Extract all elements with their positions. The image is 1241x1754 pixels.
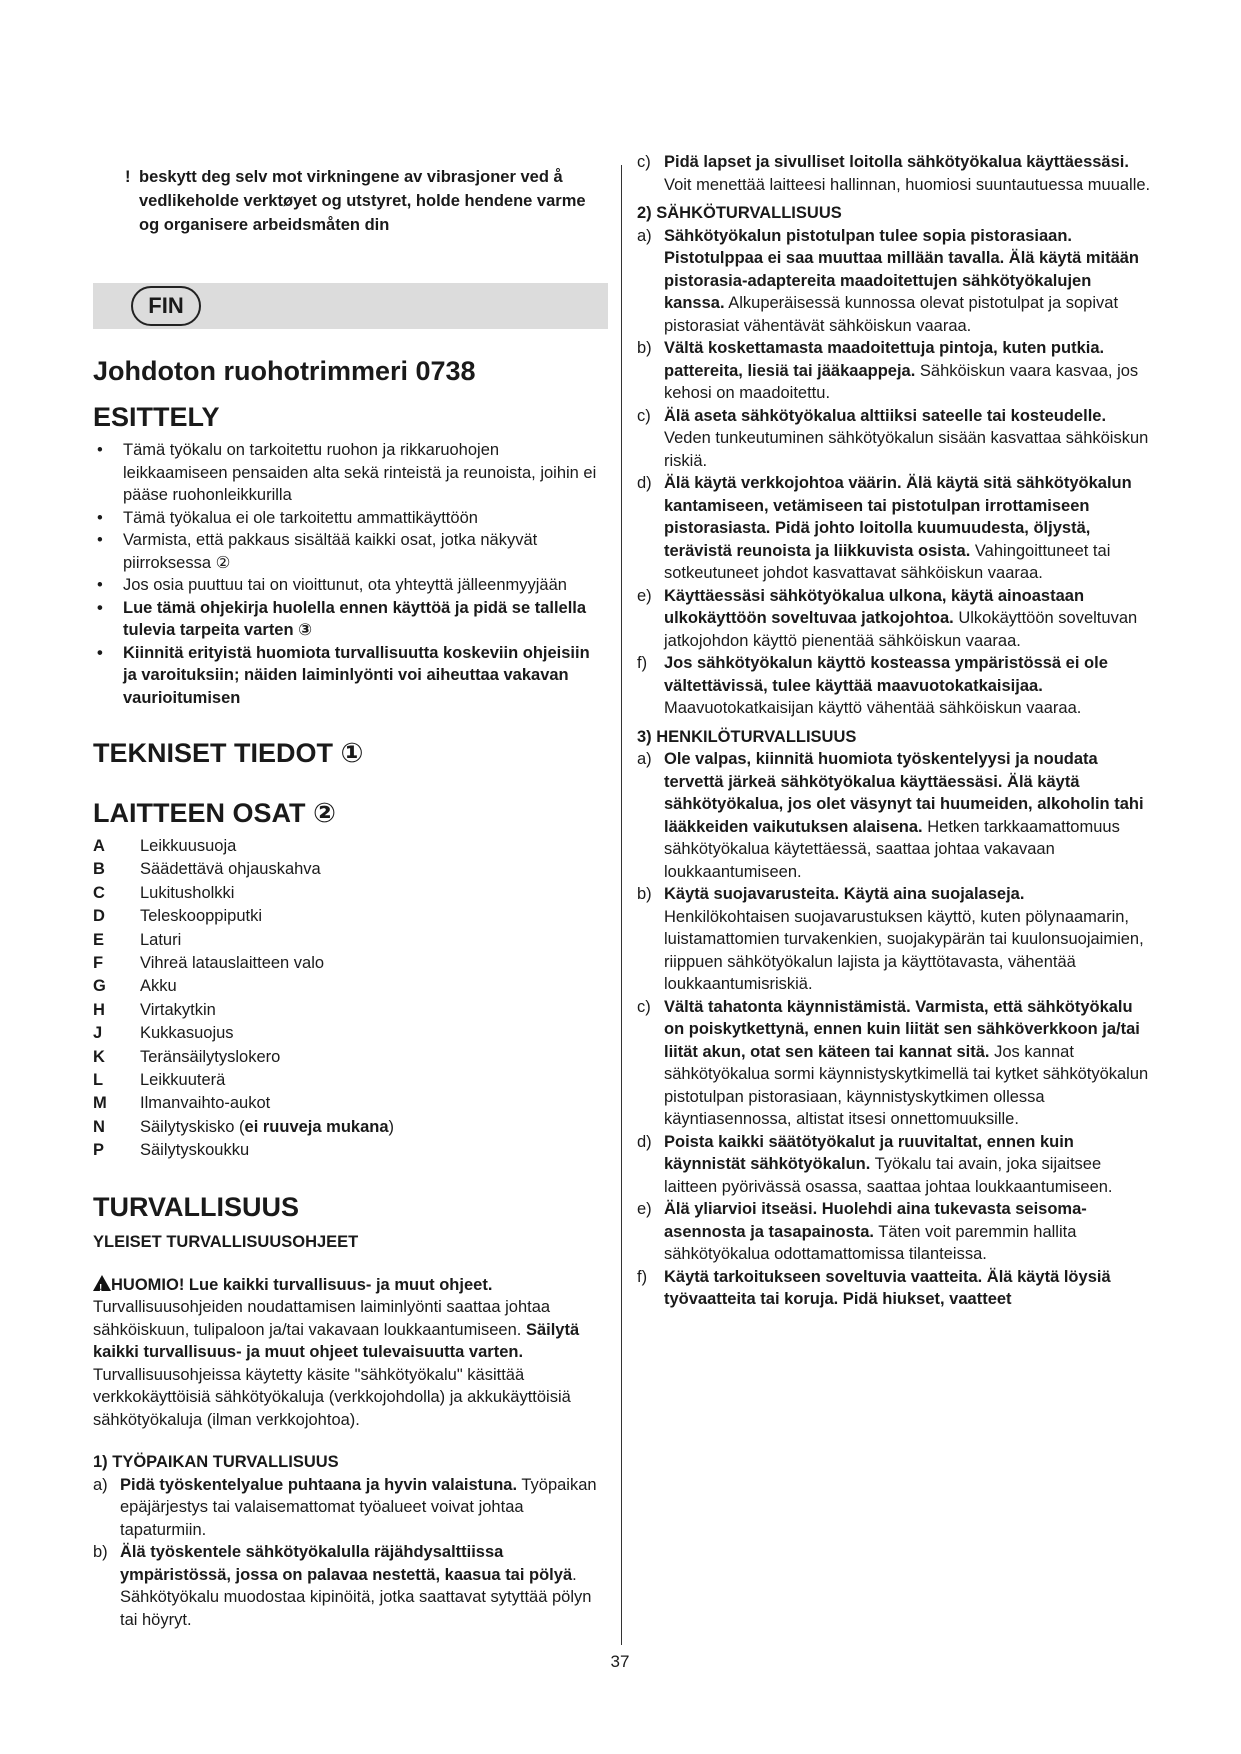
part-key: H <box>93 1000 105 1019</box>
part-key: J <box>93 1024 103 1043</box>
intro-heading: ESITTELY <box>93 402 220 432</box>
table-row <box>93 1069 394 1092</box>
part-key: P <box>93 1141 105 1160</box>
intro-list <box>93 439 608 709</box>
part-key: C <box>93 883 105 902</box>
section-2-heading: 2) SÄHKÖTURVALLISUUS <box>637 204 842 222</box>
table-row <box>93 929 394 952</box>
item-label: b) <box>93 1543 108 1562</box>
part-key: G <box>93 977 106 996</box>
part-label <box>140 1116 394 1139</box>
part-key: E <box>93 930 105 949</box>
part-label: Kukkasuojus <box>140 1024 234 1043</box>
item-label: a) <box>637 750 652 768</box>
item-label: d) <box>637 1132 652 1151</box>
warning-paragraph <box>93 1274 608 1432</box>
item-text: Veden tunkeutuminen sähkötyökalun sisään kasvattaa sähköiskun riskiä. <box>664 429 1149 470</box>
item-bold: Pidä lapset ja sivulliset loitolla sähkötyökalua käyttäessäsi. <box>664 153 1129 171</box>
column-divider <box>621 165 622 1645</box>
item-bold: Jos sähkötyökalun käyttö kosteassa ympäristössä ei ole vältettävissä, tulee käyttää maavuotokatkaisijaa. <box>664 654 1108 695</box>
item-bold: Sähkötyökalun pistotulpan tulee sopia pistorasiaan. Pistotulppaa ei saa muuttaa millään tavalla. Älä käytä mitään pistorasia-adaptereita maadoitettujen sähkötyökalujen kanssa. <box>664 226 1140 312</box>
item-bold: Vältä koskettamasta maadoitettuja pintoja, kuten putkia. pattereita, liesiä tai jääkaappeja. <box>664 339 1105 380</box>
part-key: B <box>93 860 105 879</box>
safety-item <box>93 1541 608 1631</box>
item-text: Maavuotokatkaisijan käyttö vähentää sähköiskun vaaraa. <box>664 699 1082 717</box>
item-text: . Sähkötyökalu muodostaa kipinöitä, jotka saattavat sytyttää pölyn tai höyryt. <box>120 1565 592 1629</box>
item-label: d) <box>637 474 652 492</box>
warning-bold: HUOMIO! Lue kaikki turvallisuus- ja muut ohjeet. <box>111 1275 493 1294</box>
item-label: f) <box>637 654 648 672</box>
section-3-heading: 3) HENKILÖTURVALLISUUS <box>637 727 857 746</box>
table-row <box>93 975 394 998</box>
safety-item <box>637 151 1152 196</box>
safety-item <box>637 1266 1152 1311</box>
table-row <box>93 952 394 975</box>
part-label: Laturi <box>140 930 182 949</box>
part-label-text: Säilytyskisko ( <box>140 1117 245 1136</box>
part-label: Leikkuusuoja <box>140 837 237 855</box>
item-text: Täten voit paremmin hallita sähkötyökalua odottamattomissa tilanteissa. <box>664 1222 1077 1263</box>
parts-heading: LAITTEEN OSAT ② <box>93 798 336 828</box>
list-item: • Tämä työkalu on tarkoitettu ruohon ja rikkaruohojen leikkaamiseen pensaiden alta sekä rinteistä ja reunoista, joihin ei pääse ruohonleikkurilla <box>93 439 608 507</box>
part-key: N <box>93 1117 105 1136</box>
item-bold: Käytä tarkoitukseen soveltuvia vaatteita. Älä käytä löysiä työvaatteita tai koruja. Pidä hiukset, vaatteet <box>664 1267 1111 1308</box>
part-label: Vihreä latauslaitteen valo <box>140 954 325 973</box>
right-column <box>637 153 1152 1311</box>
table-row <box>93 999 394 1022</box>
item-bold: Älä aseta sähkötyökalua alttiiksi sateelle tai kosteudelle. <box>664 406 1107 425</box>
item-bold: Ole valpas, kiinnitä huomiota työskentelyysi ja noudata tervettä järkeä sähkötyökalua käyttäessäsi. Älä käytä sähkötyökalua, jos olet väsynyt tai huumeiden, alkoholin tahi lääkkeiden vaikutuksen alaisena. <box>664 750 1144 836</box>
item-text: Työpaikan epäjärjestys tai valaisemattomat työalueet voivat johtaa tapaturmiin. <box>120 1475 597 1539</box>
item-bold: Älä yliarvioi itseäsi. Huolehdi aina tukevasta seisoma-asennosta ja tasapainosta. <box>664 1200 1087 1241</box>
warning-text: Turvallisuusohjeissa käytetty käsite "sähkötyökalu" käsittää verkkokäyttöisiä sähkötyökaluja (verkkojohdolla) ja akkukäyttöisiä sähkötyökaluja (ilman verkkojohtoa). <box>93 1365 571 1429</box>
table-row <box>93 835 394 858</box>
warning-text: Turvallisuusohjeiden noudattamisen laiminlyönti saattaa johtaa sähköiskuun, tulipaloon ja/tai vakavaan loukkaantumiseen. <box>93 1298 551 1339</box>
spacer <box>93 1260 608 1274</box>
item-text: Työkalu tai avain, joka sijaitsee laitteen pyörivässä osassa, saattaa johtaa loukkaantumiseen. <box>664 1155 1113 1196</box>
safety-subheading: YLEISET TURVALLISUUSOHJEET <box>93 1232 359 1251</box>
item-label: f) <box>637 1267 648 1286</box>
part-label: Ilmanvaihto-aukot <box>140 1094 271 1113</box>
section-1-heading: 1) TYÖPAIKAN TURVALLISUUS <box>93 1453 339 1472</box>
safety-item <box>637 585 1152 653</box>
safety-item <box>637 1131 1152 1199</box>
part-key: L <box>93 1071 104 1090</box>
item-text: Jos kannat sähkötyökalua sormi käynnistyskytkimellä tai kytket sähkötyökalun pistotulpan pistorasiaan, käynnistyskytkimen ollessa käyntiasennossa, altistat itsesi onnettomuuksille. <box>664 1042 1149 1128</box>
item-label: c) <box>637 153 651 171</box>
item-label: c) <box>637 406 651 425</box>
safety-item <box>637 1198 1152 1266</box>
item-text: Alkuperäisessä kunnossa olevat pistotulpat ja sopivat pistorasiat vähentävät sähköiskun vaaraa. <box>664 294 1119 335</box>
part-label: Säilytyskoukku <box>140 1141 250 1160</box>
part-label: Teleskooppiputki <box>140 907 262 926</box>
norwegian-text: beskytt deg selv mot virkningene av vibrasjoner ved å vedlikeholde verktøyet og utstyret, holde hendene varme og organisere arbeidsmåten din <box>139 168 586 234</box>
part-key: K <box>93 1047 105 1066</box>
document-title: Johdoton ruohotrimmeri 0738 <box>93 356 476 386</box>
part-label-bold: ei ruuveja mukana <box>244 1117 389 1136</box>
part-key: D <box>93 907 105 926</box>
part-key: A <box>93 837 105 855</box>
table-row <box>93 1116 394 1139</box>
table-row <box>93 858 394 881</box>
item-bold: Älä käytä verkkojohtoa väärin. Älä käytä sitä sähkötyökalun kantamiseen, vetämiseen tai pistotulpan irrottamiseen pistorasiasta. Pidä johto loitolla kuumuudesta, öljystä, terävistä reunoista ja liikkuvista osista. <box>664 474 1132 560</box>
item-text: Hetken tarkkaamattomuus sähkötyökalua käytettäessä, saattaa johtaa vakavaan loukkaantumiseen. <box>664 817 1120 881</box>
safety-item <box>637 405 1152 473</box>
list-item: • Jos osia puuttuu tai on vioittunut, ota yhteyttä jälleenmyyjään <box>93 574 608 597</box>
table-row <box>93 905 394 928</box>
item-bold: Älä työskentele sähkötyökalulla räjähdysalttiissa ympäristössä, jossa on palavaa nestettä, kaasua tai pölyä <box>120 1543 573 1584</box>
language-bar <box>93 283 608 329</box>
part-label: Leikkuuterä <box>140 1071 226 1090</box>
table-row <box>93 1046 394 1069</box>
item-label: b) <box>637 339 652 357</box>
table-row <box>93 1092 394 1115</box>
exclamation-mark: ! <box>125 168 131 186</box>
norwegian-vibration-note <box>93 165 608 237</box>
item-bold: Poista kaikki säätötyökalut ja ruuvitaltat, ennen kuin käynnistät sähkötyökalun. <box>664 1132 1074 1173</box>
part-key: F <box>93 954 104 973</box>
spacer <box>93 1431 608 1445</box>
warning-triangle-icon: ! <box>93 1275 111 1291</box>
item-text: Vahingoittuneet tai sotkeutuneet johdot kasvattavat sähköiskun vaaraa. <box>664 541 1111 582</box>
list-item: • Lue tämä ohjekirja huolella ennen käyttöä ja pidä se tallella tulevia tarpeita varten ③ <box>93 597 608 642</box>
part-label: Lukitusholkki <box>140 883 235 902</box>
table-row <box>93 1022 394 1045</box>
item-text: Voit menettää laitteesi hallinnan, huomiosi suuntautuessa muualle. <box>664 175 1151 194</box>
language-badge: FIN <box>131 286 201 326</box>
safety-item <box>637 748 1152 883</box>
item-label: e) <box>637 1200 652 1218</box>
item-text: Ulkokäyttöön soveltuvan jatkojohdon käyttö pienentää sähköiskun vaaraa. <box>664 609 1138 650</box>
list-item: • Tämä työkalua ei ole tarkoitettu ammattikäyttöön <box>93 507 608 530</box>
safety-item <box>637 883 1152 996</box>
item-label: a) <box>93 1475 108 1494</box>
parts-table <box>93 835 394 1163</box>
left-column <box>93 165 608 1631</box>
safety-item <box>637 996 1152 1131</box>
safety-item <box>637 225 1152 338</box>
safety-item <box>93 1474 608 1542</box>
tech-heading: TEKNISET TIEDOT ① <box>93 738 364 768</box>
item-bold: Käyttäessäsi sähkötyökalua ulkona, käytä ainoastaan ulkokäyttöön soveltuvaa jatkojohtoa. <box>664 586 1085 627</box>
table-row <box>93 1139 394 1162</box>
item-label: a) <box>637 226 652 245</box>
safety-heading: TURVALLISUUS <box>93 1191 300 1222</box>
item-label: e) <box>637 586 652 605</box>
safety-item <box>637 472 1152 585</box>
part-label: Teränsäilytyslokero <box>140 1047 281 1066</box>
list-item: • Kiinnitä erityistä huomiota turvallisuutta koskeviin ohjeisiin ja varoituksiin; näiden laiminlyönti voi aiheuttaa vakavan vaurioitumisen <box>93 642 608 710</box>
part-label: Virtakytkin <box>140 1000 216 1019</box>
part-label: Akku <box>140 977 177 996</box>
part-key: M <box>93 1094 107 1113</box>
item-bold: Vältä tahatonta käynnistämistä. Varmista, että sähkötyökalu on poiskytkettynä, ennen kuin liität sen sähköverkkoon ja/tai liität akun, otat sen käteen tai kannat sitä. <box>664 997 1140 1061</box>
item-text: Sähköiskun vaara kasvaa, jos kehosi on maadoitettu. <box>664 361 1139 402</box>
warning-bold: Säilytä kaikki turvallisuus- ja muut ohjeet tulevaisuutta varten. <box>93 1320 580 1362</box>
safety-item <box>637 652 1152 720</box>
part-label-end: ) <box>388 1117 395 1136</box>
part-label: Säädettävä ohjauskahva <box>140 860 321 879</box>
item-text: Henkilökohtaisen suojavarustuksen käyttö, kuten pölynaamarin, luistamattomien turvakenkien, suojakypärän tai kuulonsuojaimien, riippuen sähkötyökalun lajista ja käyttötavasta, vähentää loukkaantumisriskiä. <box>664 907 1144 993</box>
list-item: • Varmista, että pakkaus sisältää kaikki osat, jotka näkyvät piirroksessa ② <box>93 529 608 574</box>
page-number: 37 <box>610 1652 630 1671</box>
item-bold: Käytä suojavarusteita. Käytä aina suojalaseja. <box>664 885 1025 903</box>
item-bold: Pidä työskentelyalue puhtaana ja hyvin valaistuna. <box>120 1475 518 1494</box>
item-label: b) <box>637 885 652 903</box>
table-row <box>93 882 394 905</box>
item-label: c) <box>637 997 651 1016</box>
safety-item <box>637 337 1152 405</box>
